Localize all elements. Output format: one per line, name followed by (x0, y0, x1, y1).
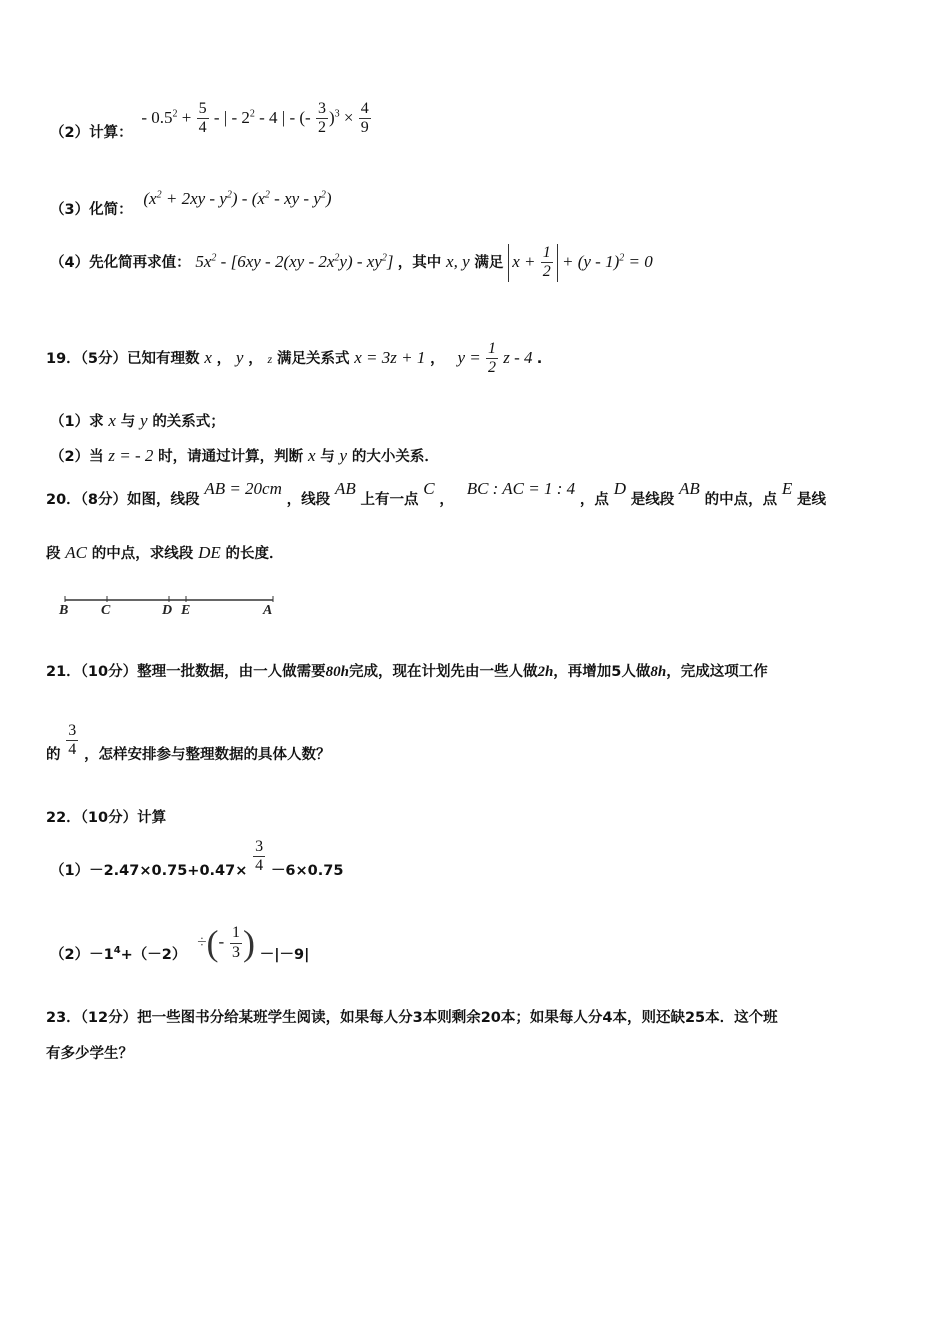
q19-equation-2: y = $\frac{1}{2}$ z - 4 (457, 340, 533, 377)
fraction-1-2: $\frac{1}{2}$ (542, 244, 551, 281)
q19-sub2: （2）当 z = - 2 时，请通过计算，判断 x 与 y 的大小关系． (50, 446, 439, 465)
fraction-5-4: $\frac{5}{4}$ (198, 100, 207, 137)
q18-part3-expression: $(x^2 + 2xy - y^2) - (x^2$ - xy - $y^2$) (143, 189, 332, 208)
fraction-1-2: $\frac{1}{2}$ (487, 340, 496, 377)
q18-part2 (50, 100, 372, 141)
q19-stem: 19．（5分）已知有理数 x ， y ， z 满足关系式 x = 3z + 1 ， y = $\frac{1}{2}$ z - 4 . (46, 340, 543, 377)
q23-stem-line2: 有多少学生？ (46, 1046, 133, 1062)
q18-part4: （4）先化简再求值： $5x^2 - [6xy - 2(xy - 2x^2y) - xy^2]$ ，其中 x, y 满足 x + $\frac{1}{2}$ + (y - 1)$^2$ = 0 (50, 244, 653, 281)
q20-stem-line2: 段 AC 的中点，求线段 DE 的长度． (46, 543, 284, 562)
q22-heading: 22．（10分）计算 (46, 810, 167, 826)
label-e: E (181, 603, 191, 618)
fraction-1-3: $\frac{1}{3}$ (231, 924, 240, 961)
q18-part3-label: （3）化简： (50, 202, 133, 218)
label-b: B (59, 603, 69, 618)
q22-part2: $(2)-1^4+(-2)$ ÷(- $\frac{1}{3}$ ) －|－9| (50, 923, 310, 963)
q21-stem-line2: 的 $\frac{3}{4}$ ，怎样安排参与整理数据的具体人数？ (46, 722, 331, 763)
label-c: C (101, 603, 111, 618)
label-a: A (263, 603, 273, 618)
q19-sub1: （1）求 x 与 y 的关系式； (50, 411, 225, 430)
q20-stem: 20．（8分）如图，线段 AB = 20cm ，线段 AB 上有一点 C ， BC : AC = 1 : 4 ，点 D 是线段 AB 的中点，点 E 是线 (46, 479, 827, 508)
fraction-3-4: $\frac{3}{4}$ (68, 722, 77, 759)
fraction-3-4: $\frac{3}{4}$ (255, 838, 264, 875)
fraction-3-2: $\frac{3}{2}$ (317, 100, 326, 137)
absolute-value: x + $\frac{1}{2}$ (508, 244, 558, 282)
segment-figure (55, 592, 285, 618)
label-d: D (162, 603, 173, 618)
q23-stem: 23．（12分）把一些图书分给某班学生阅读，如果每人分3本则剩余20本；如果每人分4本，则还缺25本．这个班 (46, 1010, 778, 1026)
q18-part3 (50, 188, 332, 218)
q18-part4-expression: $5x^2 - [6xy - 2(xy - 2x^2y) - xy^2]$ (195, 251, 394, 271)
q21-stem: 21．（10分）整理一批数据，由一人做需要80h完成，现在计划先由一些人做2h，再增加5人做8h，完成这项工作 (46, 664, 768, 680)
fraction-4-9: $\frac{4}{9}$ (360, 100, 369, 137)
q22-part1: （1）－2.47×0.75+0.47× $\frac{3}{4}$ －6×0.75 (50, 838, 344, 879)
q18-part2-label: （2）计算： (50, 124, 133, 141)
q18-part2-expression: - $0.5^2$ + $\frac{5}{4}$ - | - $2^2 - 4$ | - (- $\frac{3}{2}$ )$^3$ × $\frac{4}{9}$ (141, 100, 369, 137)
q18-part4-label: （4）先化简再求值： (50, 254, 191, 271)
